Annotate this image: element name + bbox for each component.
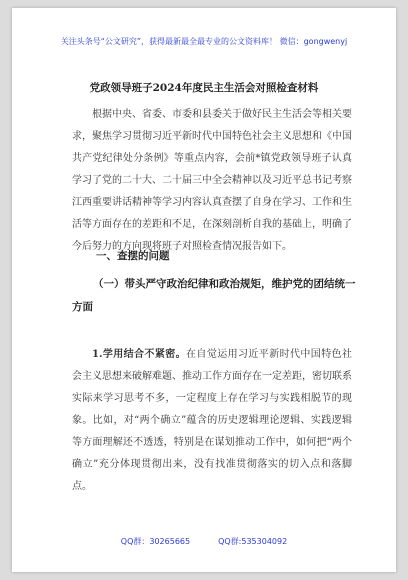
point-body: 在自觉运用习近平新时代中国特色社会主义思想来破解难题、推动工作方面存在一定差距，密切联系实际来学习思考不多，一定程度上存在学习与实践相脱节的现象。比如，对“两个确立”蕴含的历史逻辑理论逻辑、实践逻辑等方面理解还不透透，特别是在谋划推动工作中，如何把“两个确立”充分体现贯彻出来，没有找准贯彻落实的切入点和落脚点。 [72, 349, 352, 492]
point-text [72, 344, 352, 498]
document-title: 党政领导班子2024年度民主生活会对照检查材料 [89, 82, 319, 94]
document-page [12, 8, 396, 572]
point-lead: 1.学用结合不紧密。 [92, 349, 187, 360]
subsection-heading: （一）带头严守政治纪律和政治规矩，维护党的团结统一方面 [72, 278, 356, 313]
section-heading: 一、查摆的问题 [96, 250, 170, 262]
footer-qq-group-1: QQ群：30265665 [120, 537, 191, 546]
footer-qq-group-2: QQ群:535304092 [218, 537, 288, 546]
intro-paragraph [72, 104, 352, 258]
page-footer [12, 536, 396, 547]
intro-text: 根据中央、省委、市委和县委关于做好民主生活会等相关要求，聚焦学习贯彻习近平新时代中国特色社会主义思想和《中国共产党纪律处分条例》等重点内容，会前*镇党政领导班子认真学习了党的二十大、二十届三中全会精神以及习近平总书记考察江西重要讲话精神等学习内容认真查摆了自身在学习、工作和生活等方面存在的差距和不足，在深刻剖析自我的基础上，明确了今后努力的方向现将班子对照检查情况报告如下。 [72, 109, 352, 252]
promo-banner: 关注头条号“公文研究”，获得最新最全最专业的公文资料库！ 微信：gongwenyj [60, 37, 348, 46]
point-paragraph [72, 344, 352, 498]
